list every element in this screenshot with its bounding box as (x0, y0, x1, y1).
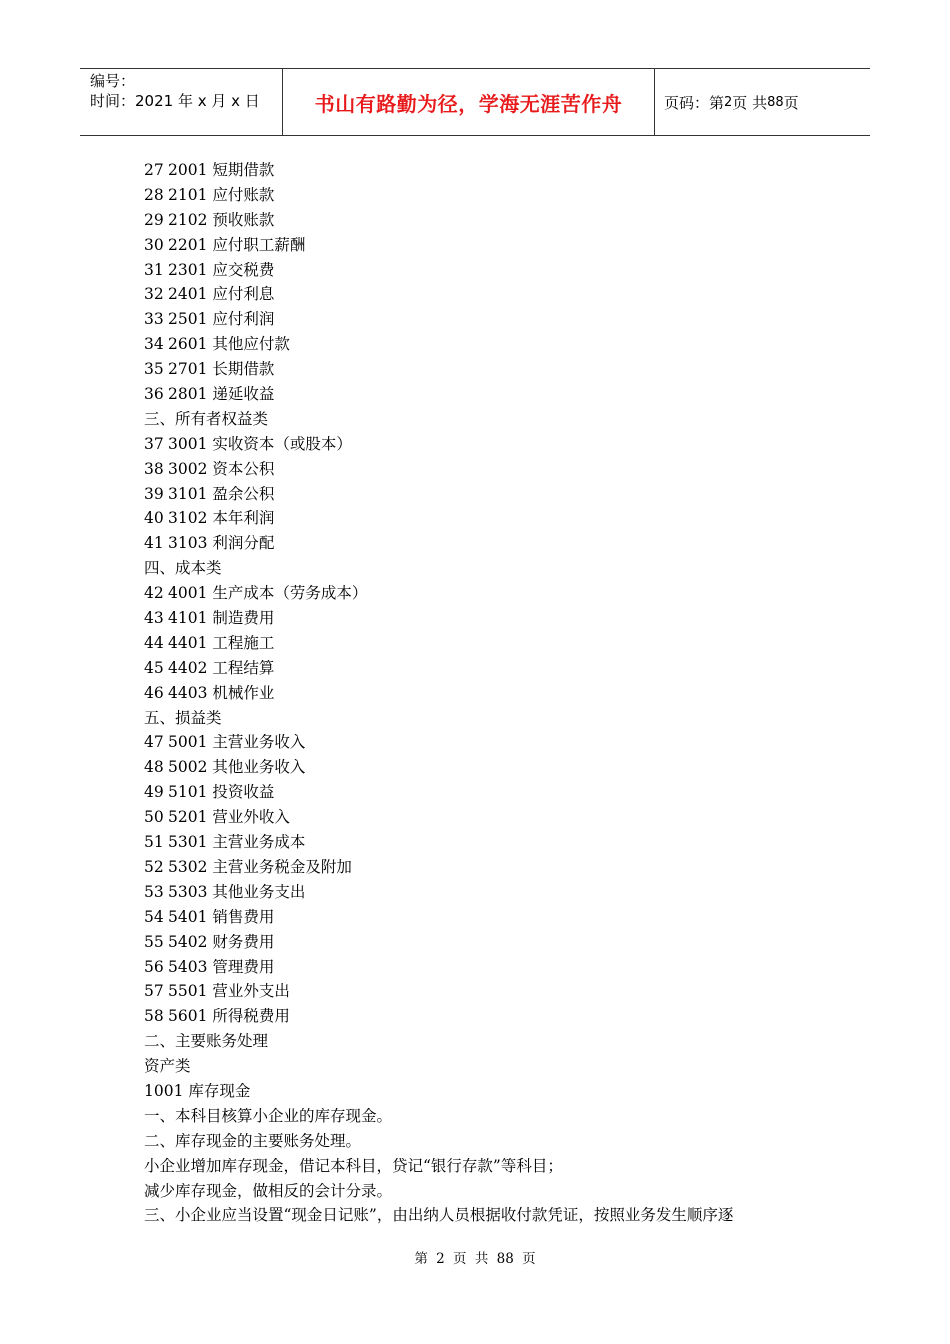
document-line (144, 1004, 844, 1029)
page-total: 88 (767, 94, 784, 110)
line-number: 39 (144, 484, 164, 503)
document-line (144, 1129, 844, 1154)
document-line (144, 681, 844, 706)
page-suffix: 页 (783, 93, 799, 112)
line-text: 1001 库存现金 (144, 1081, 251, 1100)
document-line (144, 357, 844, 382)
line-text: 4402 工程结算 (168, 658, 275, 677)
line-text: 3001 实收资本（或股本） (168, 434, 352, 453)
line-number: 55 (144, 932, 164, 951)
document-line (144, 233, 844, 258)
line-text: 五、损益类 (144, 708, 222, 727)
document-line (144, 531, 844, 556)
document-line (144, 457, 844, 482)
document-line (144, 1054, 844, 1079)
line-text: 5301 主营业务成本 (168, 833, 306, 852)
document-line (144, 382, 844, 407)
page-footer: 第 2 页 共 88 页 (414, 1251, 536, 1267)
document-line (144, 905, 844, 930)
document-line (144, 730, 844, 755)
line-text: 2101 应付账款 (168, 185, 275, 204)
document-line (144, 755, 844, 780)
line-text: 4101 制造费用 (168, 609, 275, 628)
line-number: 54 (144, 907, 164, 926)
line-text: 3101 盈余公积 (168, 484, 275, 503)
line-text: 二、库存现金的主要账务处理。 (144, 1131, 362, 1150)
document-line (144, 656, 844, 681)
line-text: 2301 应交税费 (168, 260, 275, 279)
header-motto: 书山有路勤为径，学海无涯苦作舟 (282, 69, 655, 135)
document-line (144, 955, 844, 980)
line-text: 3103 利润分配 (168, 534, 275, 553)
document-line (144, 631, 844, 656)
line-number: 33 (144, 310, 164, 329)
line-number: 50 (144, 808, 164, 827)
line-number: 41 (144, 534, 164, 553)
document-line (144, 1029, 844, 1054)
line-text: 2201 应付职工薪酬 (168, 235, 306, 254)
line-text: 资产类 (144, 1057, 191, 1076)
line-number: 43 (144, 609, 164, 628)
document-line (144, 706, 844, 731)
header-meta (80, 69, 282, 135)
document-line (144, 258, 844, 283)
date-label: 时间：2021 年 x 月 x 日 (90, 92, 260, 110)
line-text: 减少库存现金，做相反的会计分录。 (144, 1181, 393, 1200)
line-number: 47 (144, 733, 164, 752)
document-line (144, 1079, 844, 1104)
document-line (144, 581, 844, 606)
line-text: 4001 生产成本（劳务成本） (168, 584, 368, 603)
document-line (144, 1203, 844, 1228)
document-line (144, 158, 844, 183)
line-number: 52 (144, 857, 164, 876)
line-number: 44 (144, 633, 164, 652)
line-text: 一、本科目核算小企业的库存现金。 (144, 1106, 393, 1125)
number-label: 编号： (90, 72, 136, 90)
document-line (144, 930, 844, 955)
line-number: 53 (144, 882, 164, 901)
line-number: 57 (144, 982, 164, 1001)
page-current: 2 (724, 94, 733, 110)
line-number: 36 (144, 385, 164, 404)
line-text: 5401 销售费用 (168, 907, 275, 926)
line-text: 三、小企业应当设置“现金日记账”，由出纳人员根据收付款凭证，按照业务发生顺序逐 (144, 1206, 734, 1225)
line-text: 5101 投资收益 (168, 783, 275, 802)
line-number: 42 (144, 584, 164, 603)
line-text: 5303 其他业务支出 (168, 882, 306, 901)
line-number: 28 (144, 185, 164, 204)
line-number: 46 (144, 683, 164, 702)
line-text: 2501 应付利润 (168, 310, 275, 329)
line-text: 5002 其他业务收入 (168, 758, 306, 777)
line-number: 45 (144, 658, 164, 677)
line-number: 49 (144, 783, 164, 802)
line-number: 32 (144, 285, 164, 304)
line-text: 2801 递延收益 (168, 385, 275, 404)
line-number: 48 (144, 758, 164, 777)
page-header (80, 68, 870, 136)
line-text: 四、成本类 (144, 559, 222, 578)
line-number: 27 (144, 161, 164, 179)
document-line (144, 805, 844, 830)
line-text: 2102 预收账款 (168, 210, 275, 229)
page-prefix: 页码：第 (664, 93, 725, 112)
line-text: 二、主要账务处理 (144, 1032, 269, 1051)
document-line (144, 1104, 844, 1129)
line-number: 30 (144, 235, 164, 254)
line-number: 29 (144, 210, 164, 229)
line-text: 5501 营业外支出 (168, 982, 290, 1001)
line-text: 3102 本年利润 (168, 509, 275, 528)
line-text: 4401 工程施工 (168, 633, 275, 652)
line-number: 38 (144, 459, 164, 478)
line-text: 5001 主营业务收入 (168, 733, 306, 752)
document-body (144, 158, 844, 1228)
document-line (144, 606, 844, 631)
line-text: 5201 营业外收入 (168, 808, 290, 827)
document-line (144, 332, 844, 357)
line-number: 40 (144, 509, 164, 528)
document-line (144, 979, 844, 1004)
line-number: 31 (144, 260, 164, 279)
document-line (144, 282, 844, 307)
line-text: 2001 短期借款 (168, 161, 275, 179)
document-line (144, 830, 844, 855)
line-number: 51 (144, 833, 164, 852)
document-line (144, 432, 844, 457)
line-text: 4403 机械作业 (168, 683, 275, 702)
page-mid: 页 共 (732, 93, 768, 112)
line-text: 2601 其他应付款 (168, 335, 290, 354)
document-line (144, 1179, 844, 1204)
document-line (144, 208, 844, 233)
document-line (144, 556, 844, 581)
document-line (144, 482, 844, 507)
line-number: 58 (144, 1007, 164, 1026)
document-line (144, 1154, 844, 1179)
line-text: 5403 管理费用 (168, 957, 275, 976)
line-text: 3002 资本公积 (168, 459, 275, 478)
line-text: 5302 主营业务税金及附加 (168, 857, 352, 876)
line-text: 三、所有者权益类 (144, 409, 269, 428)
document-line (144, 307, 844, 332)
header-page-info (655, 69, 870, 135)
document-line (144, 506, 844, 531)
line-text: 2401 应付利息 (168, 285, 275, 304)
document-line (144, 880, 844, 905)
line-number: 35 (144, 360, 164, 379)
line-number: 37 (144, 434, 164, 453)
document-line (144, 780, 844, 805)
line-number: 56 (144, 957, 164, 976)
line-number: 34 (144, 335, 164, 354)
document-line (144, 407, 844, 432)
line-text: 小企业增加库存现金，借记本科目，贷记“银行存款”等科目； (144, 1156, 563, 1175)
line-text: 5601 所得税费用 (168, 1007, 290, 1026)
document-line (144, 183, 844, 208)
line-text: 2701 长期借款 (168, 360, 275, 379)
line-text: 5402 财务费用 (168, 932, 275, 951)
document-line (144, 855, 844, 880)
